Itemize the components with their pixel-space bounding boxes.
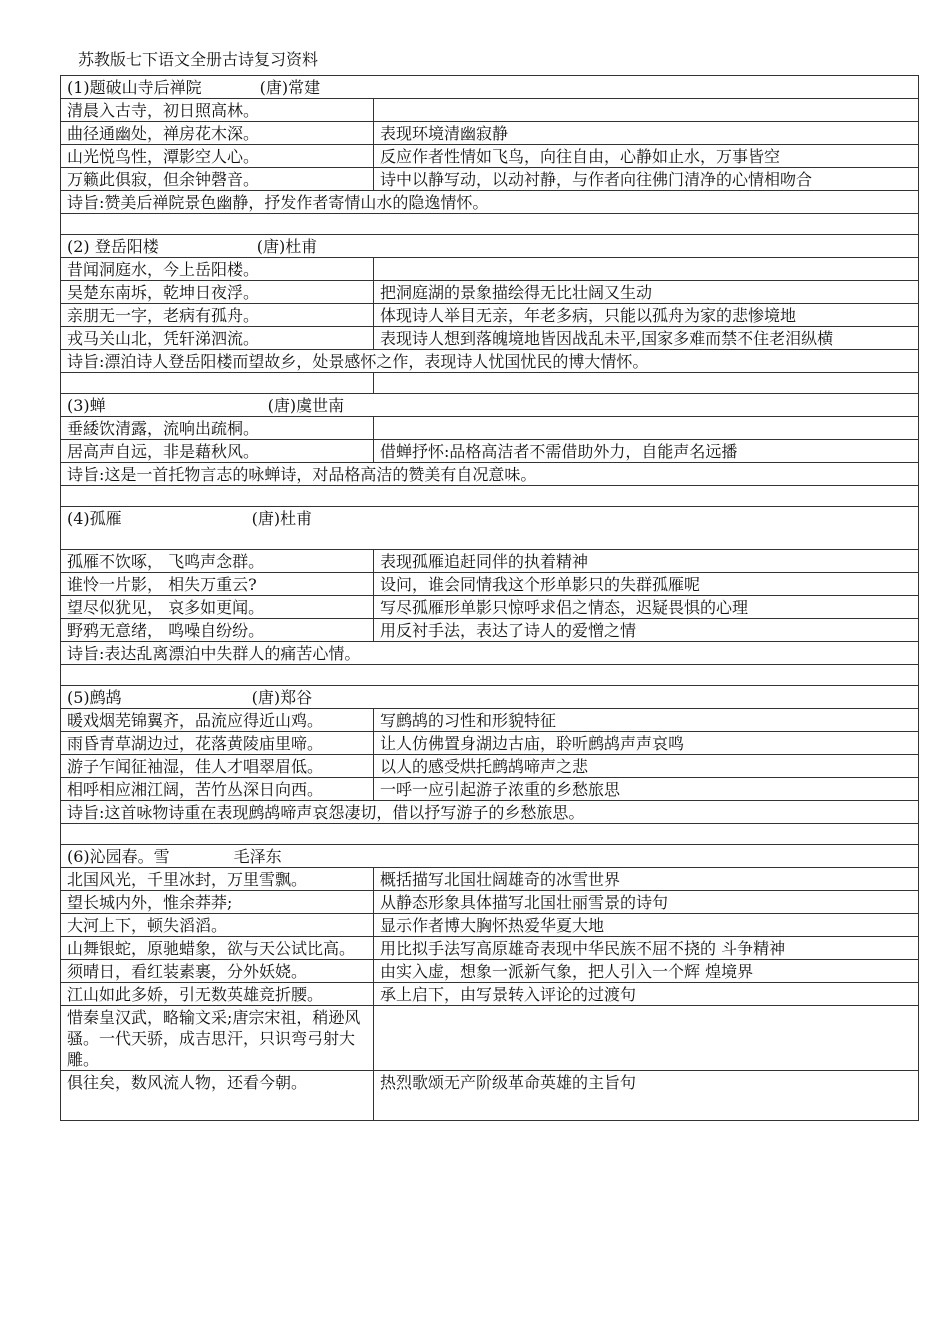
note-cell: 用反衬手法，表达了诗人的爱憎之情 (374, 619, 919, 642)
note-cell (374, 417, 919, 440)
blank-row (61, 486, 919, 507)
poem-author: 毛泽东 (233, 847, 282, 866)
note-cell: 让人仿佛置身湖边古庙，聆听鹧鸪声声哀鸣 (374, 732, 919, 755)
poem-title: (2) 登岳阳楼 (67, 237, 159, 256)
poem-title: (5)鹧鸪 (67, 688, 122, 707)
verse-cell: 望长城内外，惟余莽莽; (61, 891, 374, 914)
theme-row (61, 191, 919, 214)
verse-row (61, 937, 919, 960)
verse-cell: 江山如此多娇，引无数英雄竞折腰。 (61, 983, 374, 1006)
verse-cell: 大河上下，顿失滔滔。 (61, 914, 374, 937)
poem-table (60, 75, 919, 1121)
verse-row (61, 891, 919, 914)
poem-author: (唐)杜甫 (256, 237, 318, 256)
note-cell: 把洞庭湖的景象描绘得无比壮阔又生动 (374, 281, 919, 304)
verse-row (61, 573, 919, 596)
poem-author: (唐)常建 (259, 78, 321, 97)
note-cell: 热烈歌颂无产阶级革命英雄的主旨句 (374, 1071, 919, 1121)
verse-row (61, 868, 919, 891)
note-cell: 由实入虚，想象一派新气象，把人引入一个辉 煌境界 (374, 960, 919, 983)
note-cell: 显示作者博大胸怀热爱华夏大地 (374, 914, 919, 937)
verse-row (61, 168, 919, 191)
note-cell: 以人的感受烘托鹧鸪啼声之悲 (374, 755, 919, 778)
verse-row (61, 960, 919, 983)
note-cell: 承上启下，由写景转入评论的过渡句 (374, 983, 919, 1006)
note-cell: 诗中以静写动，以动衬静，与作者向往佛门清净的心情相吻合 (374, 168, 919, 191)
verse-cell: 望尽似犹见， 哀多如更闻。 (61, 596, 374, 619)
verse-cell: 万籁此俱寂，但余钟磬音。 (61, 168, 374, 191)
verse-row (61, 596, 919, 619)
note-cell: 表现诗人想到落魄境地皆因战乱未平,国家多难而禁不住老泪纵横 (374, 327, 919, 350)
poem-title-row (61, 507, 919, 550)
note-cell: 写尽孤雁形单影只惊呼求侣之情态，迟疑畏惧的心理 (374, 596, 919, 619)
poem-title-row (61, 394, 919, 417)
verse-cell: 昔闻洞庭水，今上岳阳楼。 (61, 258, 374, 281)
verse-row (61, 778, 919, 801)
verse-row (61, 1006, 919, 1071)
poem-author: (唐)虞世南 (267, 396, 345, 415)
verse-row (61, 755, 919, 778)
note-cell: 体现诗人举目无亲，年老多病，只能以孤舟为家的悲惨境地 (374, 304, 919, 327)
note-cell (374, 99, 919, 122)
verse-cell: 雨昏青草湖边过，花落黄陵庙里啼。 (61, 732, 374, 755)
note-cell (374, 1006, 919, 1071)
verse-cell: 垂緌饮清露，流响出疏桐。 (61, 417, 374, 440)
verse-cell: 须晴日，看红装素裹，分外妖娆。 (61, 960, 374, 983)
verse-row (61, 145, 919, 168)
verse-row (61, 99, 919, 122)
verse-row (61, 914, 919, 937)
theme-cell: 诗旨:漂泊诗人登岳阳楼而望故乡，处景感怀之作，表现诗人忧国忧民的博大情怀。 (61, 350, 919, 373)
verse-row (61, 1071, 919, 1121)
blank-row (61, 824, 919, 845)
poem-title: (3)蝉 (67, 396, 106, 415)
verse-row (61, 732, 919, 755)
note-cell: 反应作者性情如飞鸟，向往自由，心静如止水，万事皆空 (374, 145, 919, 168)
theme-cell: 诗旨:表达乱离漂泊中失群人的痛苦心情。 (61, 642, 919, 665)
verse-cell: 野鸦无意绪， 鸣噪自纷纷。 (61, 619, 374, 642)
blank-row (61, 373, 919, 394)
verse-cell: 戎马关山北，凭轩涕泗流。 (61, 327, 374, 350)
theme-cell: 诗旨:赞美后禅院景色幽静，抒发作者寄情山水的隐逸情怀。 (61, 191, 919, 214)
poem-title-row (61, 76, 919, 99)
blank-row (61, 665, 919, 686)
verse-row (61, 709, 919, 732)
note-cell: 一呼一应引起游子浓重的乡愁旅思 (374, 778, 919, 801)
verse-cell: 北国风光，千里冰封，万里雪飘。 (61, 868, 374, 891)
poem-title-row (61, 845, 919, 868)
verse-cell: 山舞银蛇，原驰蜡象，欲与天公试比高。 (61, 937, 374, 960)
verse-row (61, 122, 919, 145)
theme-cell: 诗旨:这是一首托物言志的咏蝉诗，对品格高洁的赞美有自况意味。 (61, 463, 919, 486)
verse-cell: 清晨入古寺，初日照高林。 (61, 99, 374, 122)
verse-row (61, 327, 919, 350)
theme-cell: 诗旨:这首咏物诗重在表现鹧鸪啼声哀怨凄切，借以抒写游子的乡愁旅思。 (61, 801, 919, 824)
verse-cell: 曲径通幽处，禅房花木深。 (61, 122, 374, 145)
verse-row (61, 258, 919, 281)
verse-cell: 孤雁不饮啄， 飞鸣声念群。 (61, 550, 374, 573)
theme-row (61, 463, 919, 486)
theme-row (61, 350, 919, 373)
verse-cell: 俱往矣，数风流人物，还看今朝。 (61, 1071, 374, 1121)
poem-title: (6)沁园春。雪 (67, 847, 170, 866)
blank-row (61, 214, 919, 235)
note-cell: 用比拟手法写高原雄奇表现中华民族不屈不挠的 斗争精神 (374, 937, 919, 960)
verse-row (61, 417, 919, 440)
verse-cell: 居高声自远，非是藉秋风。 (61, 440, 374, 463)
verse-cell: 相呼相应湘江阔，苦竹丛深日向西。 (61, 778, 374, 801)
note-cell: 表现孤雁追赶同伴的执着精神 (374, 550, 919, 573)
verse-cell: 惜秦皇汉武，略输文采;唐宗宋祖，稍逊风骚。一代天骄，成吉思汗，只识弯弓射大雕。 (61, 1006, 374, 1071)
poem-author: (唐)杜甫 (251, 509, 313, 528)
theme-row (61, 642, 919, 665)
verse-row (61, 550, 919, 573)
verse-row (61, 440, 919, 463)
verse-cell: 亲朋无一字，老病有孤舟。 (61, 304, 374, 327)
note-cell: 表现环境清幽寂静 (374, 122, 919, 145)
poem-title: (4)孤雁 (67, 509, 122, 528)
poem-title: (1)题破山寺后禅院 (67, 78, 202, 97)
note-cell: 从静态形象具体描写北国壮丽雪景的诗句 (374, 891, 919, 914)
note-cell (374, 258, 919, 281)
verse-cell: 山光悦鸟性，潭影空人心。 (61, 145, 374, 168)
verse-row (61, 281, 919, 304)
poem-author: (唐)郑谷 (251, 688, 313, 707)
verse-cell: 谁怜一片影， 相失万重云? (61, 573, 374, 596)
poem-title-row (61, 235, 919, 258)
verse-cell: 暖戏烟芜锦翼齐，品流应得近山鸡。 (61, 709, 374, 732)
verse-row (61, 983, 919, 1006)
theme-row (61, 801, 919, 824)
poem-title-row (61, 686, 919, 709)
note-cell: 设问，谁会同情我这个形单影只的失群孤雁呢 (374, 573, 919, 596)
page-title: 苏教版七下语文全册古诗复习资料 (78, 50, 319, 69)
verse-cell: 游子乍闻征袖湿，佳人才唱翠眉低。 (61, 755, 374, 778)
note-cell: 概括描写北国壮阔雄奇的冰雪世界 (374, 868, 919, 891)
note-cell: 写鹧鸪的习性和形貌特征 (374, 709, 919, 732)
verse-row (61, 304, 919, 327)
verse-row (61, 619, 919, 642)
verse-cell: 吴楚东南坼，乾坤日夜浮。 (61, 281, 374, 304)
note-cell: 借蝉抒怀:品格高洁者不需借助外力，自能声名远播 (374, 440, 919, 463)
